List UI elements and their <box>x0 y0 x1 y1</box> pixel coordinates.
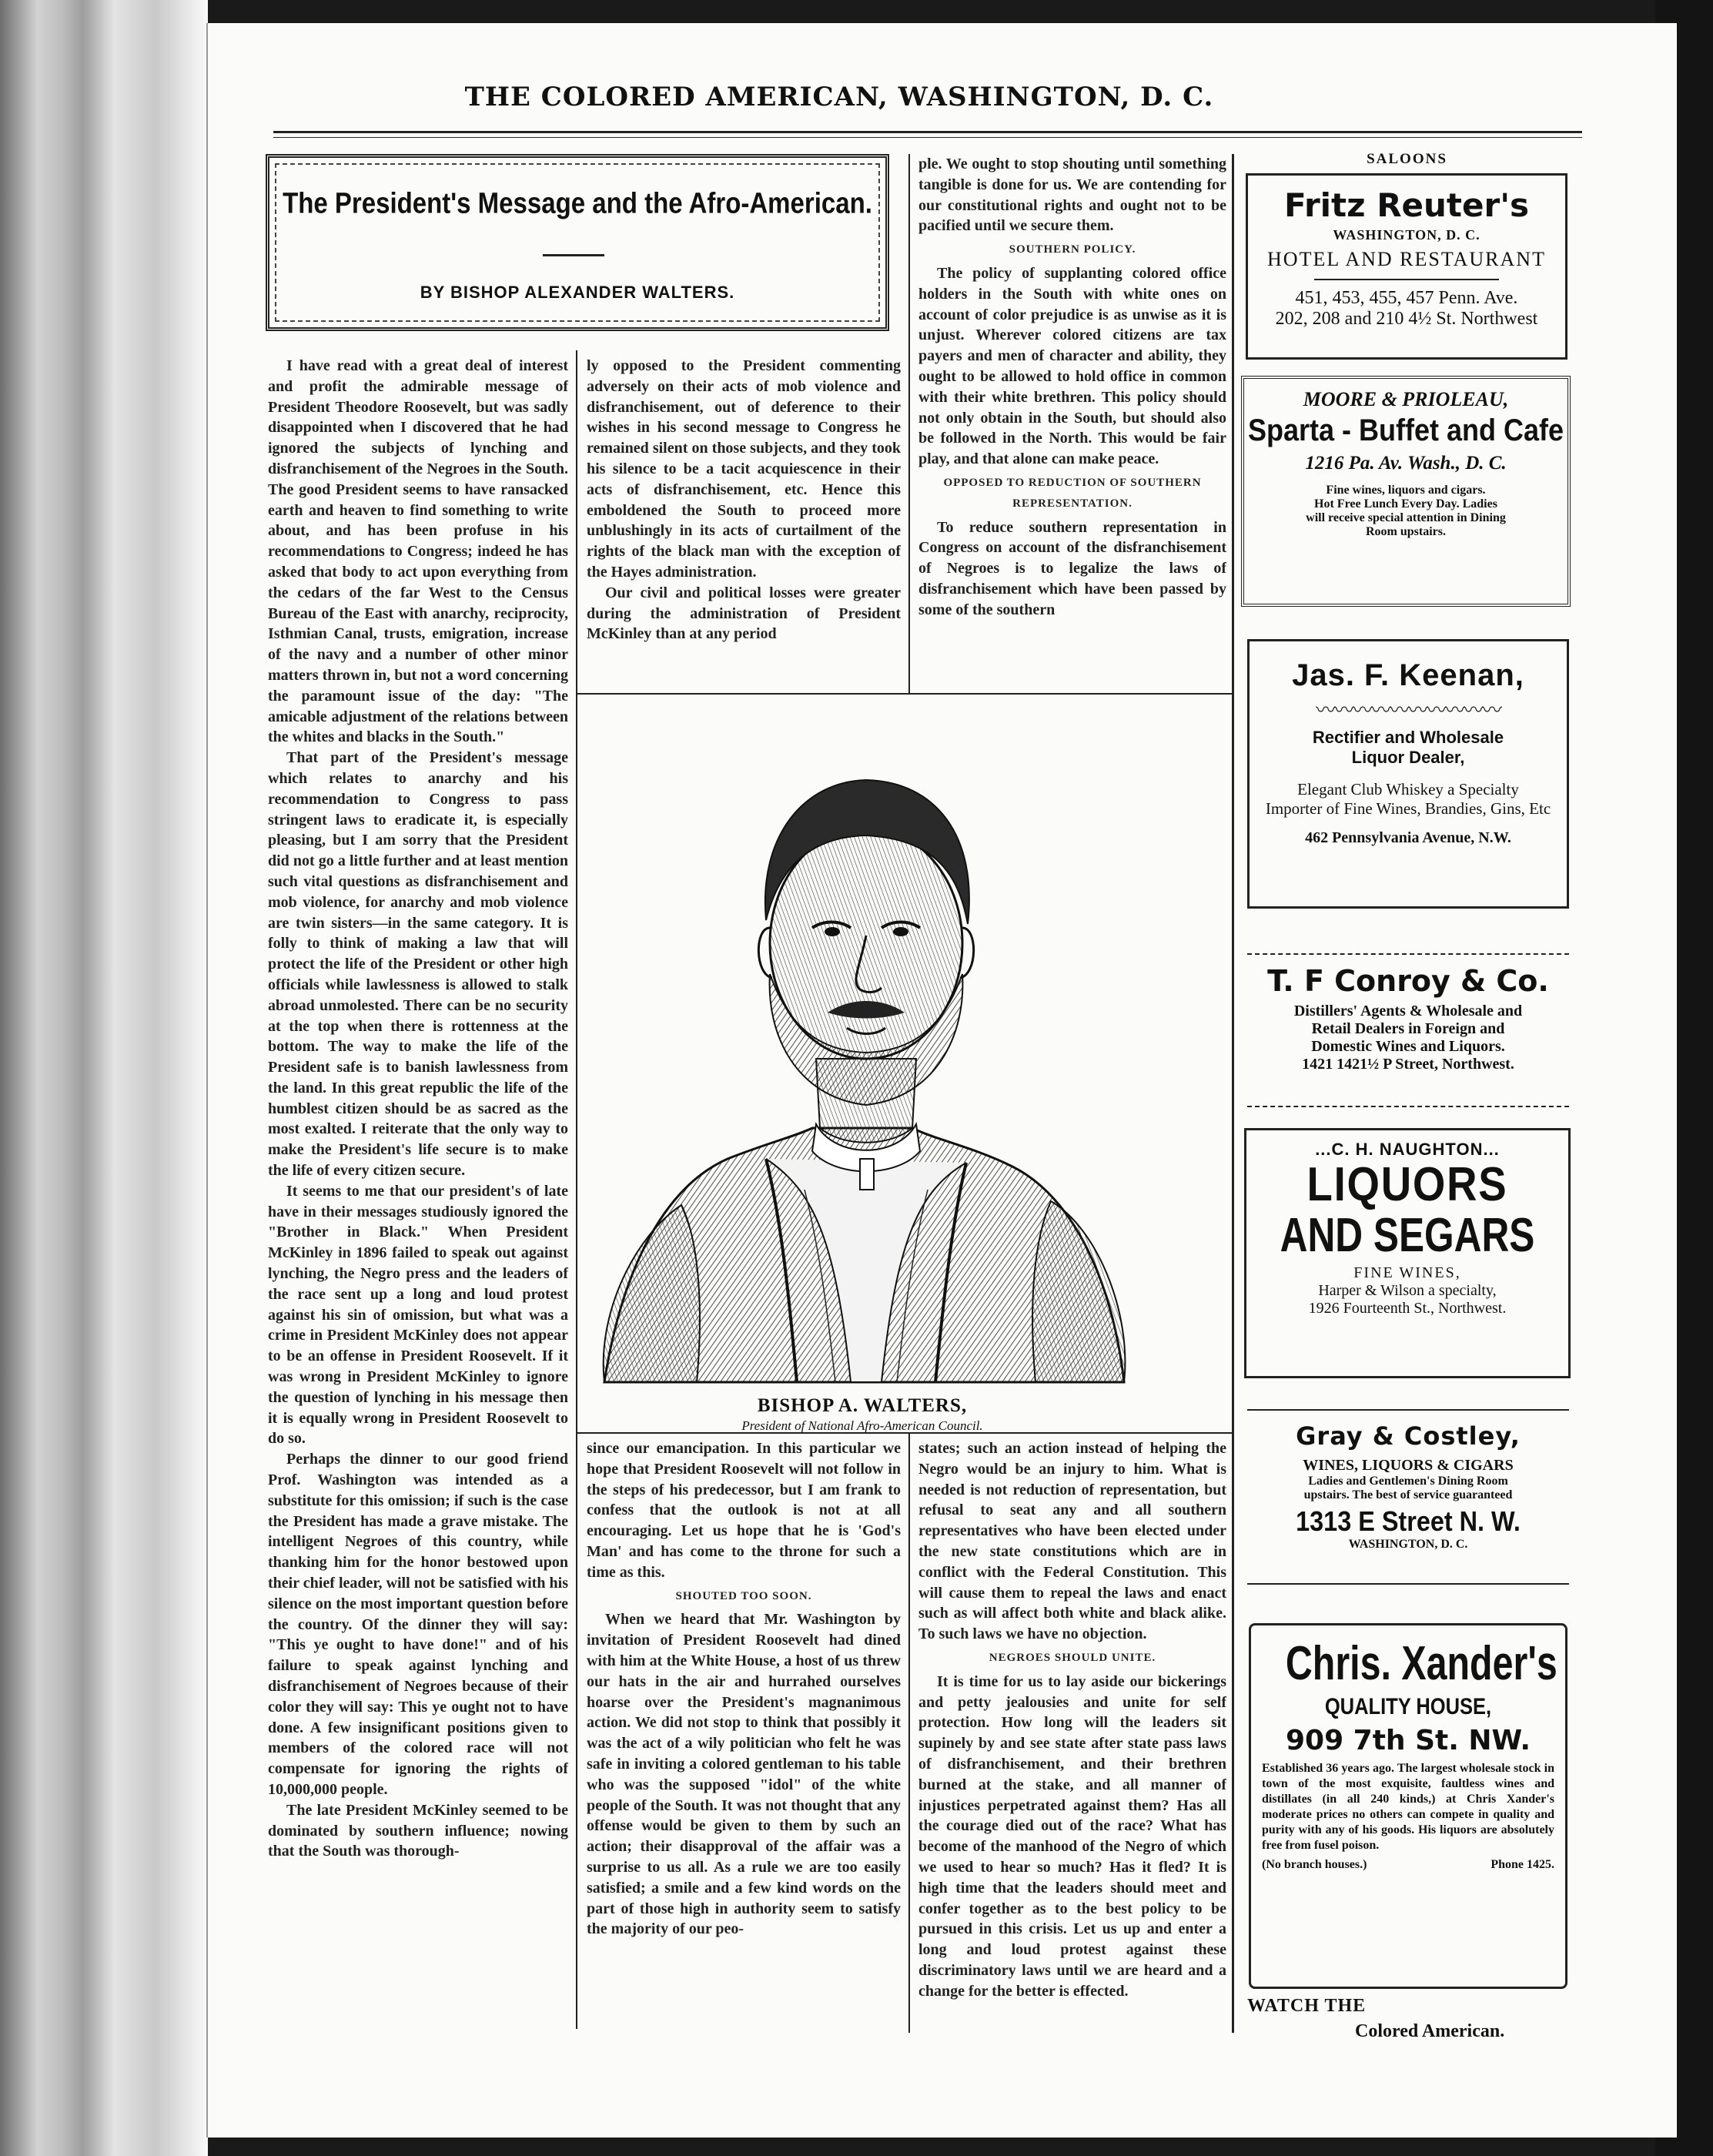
ad-name: Fritz Reuter's <box>1283 186 1530 224</box>
ad-address: 1216 Pa. Av. Wash., D. C. <box>1305 453 1507 474</box>
ad-name: T. F Conroy & Co. <box>1267 964 1549 998</box>
paragraph: The policy of supplanting colored office holders in the South with white ones on account of color prejudice is as unwise as it is unjust. Wherever colored citizens are tax payers and men of character and ability, they ought to be allowed to hold office in common with their white brethren. This policy should not only obtain in the South, but should also be followed in the North. This would be fair play, and that alone can make peace. <box>918 264 1226 468</box>
ad-name: Gray & Costley, <box>1296 1421 1521 1451</box>
ad-address: 202, 208 and 210 4½ St. Northwest <box>1275 309 1538 329</box>
ad-name: Chris. Xander's <box>1285 1637 1557 1690</box>
ad-fritz-reuter <box>1246 173 1567 360</box>
paragraph: It seems to me that our president's of late have in their messages studiously ignored the "Brother in Black." When President McKinley in 1896 failed to speak out against lynching, the Negro press and the leaders of the race sent up a long and loud protest against his sin of omission, but what was a crime in President McKinley does not appear to be an offense in President Roosevelt. If it was wrong in President McKinley to ignore the question of lynching in his message then it is equally wrong in President Roosevelt to do so. <box>268 1182 568 1448</box>
portrait-top-rule <box>577 693 1232 695</box>
ad-keenan <box>1247 639 1569 909</box>
ad-city: WASHINGTON, D. C. <box>1333 227 1480 243</box>
ad-address: 1926 Fourteenth St., Northwest. <box>1308 1300 1507 1317</box>
article-title-box <box>266 154 889 331</box>
subheading: SHOUTED TOO SOON. <box>675 1589 812 1602</box>
portrait-caption <box>574 1395 1151 1434</box>
ad-address: 1313 E Street N. W. <box>1296 1505 1521 1537</box>
ad-address: 451, 453, 455, 457 Penn. Ave. <box>1295 288 1518 308</box>
article-column-2-top <box>587 356 901 687</box>
paragraph: It is time for us to lay aside our bickerings and petty jealousies and unite for self protection. How long will the leaders sit supinely by and see state after state pass laws of disfranchisement, and their brethren burned at the stake, and all manner of injustices perpetrated against them? Has all the courage died out of the race? What has become of the manhood of the Negro of which we used to hear so much? Has it fled? It is high time that the leaders should meet and confer together as to the best policy to be pursued in this crisis. Let us up and enter a long and loud protest against these discriminatory laws until we are heard and a change for the better is effected. <box>918 1672 1226 2000</box>
col-divider-2-top <box>908 154 910 693</box>
top-rule-thin <box>273 137 1582 138</box>
ad-ornament: 〰〰〰〰〰〰〰〰〰〰 <box>1315 699 1501 721</box>
ad-text: Domestic Wines and Liquors. <box>1311 1038 1505 1055</box>
portrait-illustration <box>574 697 1151 1390</box>
ad-address: 1421 1421½ P Street, Northwest. <box>1302 1056 1514 1073</box>
ad-text: Hot Free Lunch Every Day. Ladies <box>1314 497 1497 511</box>
col-divider-ads <box>1232 154 1234 2033</box>
ad-headline: LIQUORS <box>1306 1158 1508 1211</box>
paragraph: To reduce southern representation in Congress on account of the disfranchisement of Negroes is to legalize the laws of disfranchisement which have been passed by some of the southern <box>918 518 1226 618</box>
ad-address: 909 7th St. NW. <box>1285 1725 1531 1756</box>
ad-name: Jas. F. Keenan, <box>1292 658 1524 692</box>
top-rule <box>273 131 1582 133</box>
ad-phone: Phone 1425. <box>1491 1858 1554 1871</box>
col-divider-2-bottom <box>908 1432 910 2033</box>
paragraph: states; such an action instead of helping the Negro would be an injury to him. What is needed is not reduction of representation, but refusal to seat any and all southern representatives who have been elected under the new state constitutions which are in conflict with the Federal Constitution. This will cause them to repeal the laws and enact such as will affect both white and black alike. To such laws we have no objection. <box>918 1440 1226 1643</box>
article-column-2-bottom <box>587 1438 901 2039</box>
ad-kind: HOTEL AND RESTAURANT <box>1267 248 1546 270</box>
ad-text: FINE WINES, <box>1353 1264 1461 1281</box>
article-byline: BY BISHOP ALEXANDER WALTERS. <box>420 283 735 302</box>
ad-note: (No branch houses.) <box>1262 1858 1367 1871</box>
paper-name-label: Colored American. <box>1355 2021 1505 2041</box>
paragraph: ly opposed to the President commenting adversely on their acts of mob violence and disfranchisement, out of deference to their wishes in his second message to Congress he remained silent on those subjects, and they took his silence to be a tacit acquiescence in their acts of disfranchisement, etc. Hence this emboldened the South to proceed more unblushingly in its acts of curtailment of the rights of the black man with the exception of the Hayes administration. <box>587 357 901 581</box>
subheading: NEGROES SHOULD UNITE. <box>989 1651 1156 1664</box>
article-column-3-bottom <box>918 1438 1226 2039</box>
ads-section-label: SALOONS <box>1367 151 1447 167</box>
ad-text: Established 36 years ago. The largest wholesale stock in town of the most exquisite, faultless wines and distillates (in all 240 kinds,) at Chris Xander's moderate prices no others can compete in quality and purity with any of his goods. His liquors are absolutely free from fusel poison. <box>1262 1762 1554 1852</box>
book-spine-edge <box>0 0 208 2156</box>
paragraph: The late President McKinley seemed to be dominated by southern influence; nowing that the South was thorough- <box>268 1801 568 1860</box>
subheading: OPPOSED TO REDUCTION OF SOUTHERN REPRESENTATION. <box>943 476 1202 510</box>
ad-rule <box>1314 279 1499 280</box>
ad-text: WINES, LIQUORS & CIGARS <box>1303 1457 1514 1474</box>
ad-text: Harper & Wilson a specialty, <box>1318 1282 1497 1299</box>
ad-moore-prioleau <box>1241 376 1571 607</box>
article-column-1 <box>268 356 568 2034</box>
portrait-caption-title: BISHOP A. WALTERS, <box>757 1395 968 1416</box>
paragraph: When we heard that Mr. Washington by invitation of President Roosevelt had dined with him at the White House, a host of us threw our hats in the air and hurrahed ourselves hoarse over the President's magnanimous action. We did not stop to think that possibly it was the act of a wily politician who felt he was safe in inviting a colored gentleman to his table who was the supposed "idol" of the white people of the South. It was not thought that any offense would be given to them by such an action; their disapproval of the affair was a surprise to us all. As a rule we are too easily satisfied; a smile and a few kind words on the part of those high in authority seem to satisfy the majority of our peo- <box>587 1611 901 1938</box>
paragraph: ple. We ought to stop shouting until something tangible is done for us. We are contending for our constitutional rights and ought not to be pacified until we secure them. <box>918 156 1226 235</box>
ad-footer <box>1251 1853 1565 1872</box>
ad-text: will receive special attention in Dining <box>1306 511 1506 524</box>
paragraph: I have read with a great deal of interest and profit the admirable message of President Theodore Roosevelt, but was sadly disappointed when I discovered that he had ignored the subjects of lynching and disfranchisement of the Negroes in the South. The good President seems to have ransacked earth and heaven to find something to write about, and has been profuse in his recommendations to Congress; indeed he has asked that body to act upon everything from the cedars of the far West to the Census Bureau of the East with anarchy, reciprocity, Isthmian Canal, trusts, emigration, increase of the navy and a number of other minor matters thrown in, but not a word concerning the paramount issue of the day: "The amicable adjustment of the relations between the whites and blacks in the South." <box>268 357 568 746</box>
running-head: THE COLORED AMERICAN, WASHINGTON, D. C. <box>464 82 1214 112</box>
ad-tagline: QUALITY HOUSE, <box>1324 1694 1492 1719</box>
ad-text: Fine wines, liquors and cigars. <box>1326 484 1486 497</box>
article-column-3-top <box>918 154 1226 685</box>
ad-text: Elegant Club Whiskey a Specialty <box>1297 780 1519 798</box>
paragraph: Our civil and political losses were greater during the administration of President McKinley than at any period <box>587 584 901 643</box>
watch-label: WATCH THE <box>1247 1996 1367 2016</box>
ad-text: upstairs. The best of service guaranteed <box>1303 1488 1513 1502</box>
ad-headline: AND SEGARS <box>1280 1209 1535 1262</box>
ad-text: Room upstairs. <box>1365 525 1446 538</box>
title-rule <box>543 254 604 256</box>
ad-naughton <box>1244 1128 1571 1378</box>
portrait-caption-subtitle: President of National Afro-American Council. <box>741 1418 983 1433</box>
ad-text: Liquor Dealer, <box>1351 748 1465 767</box>
ad-gray-costley <box>1247 1409 1569 1585</box>
subheading: SOUTHERN POLICY. <box>1009 243 1136 256</box>
ad-city: WASHINGTON, D. C. <box>1348 1538 1468 1551</box>
ad-text: Ladies and Gentlemen's Dining Room <box>1308 1475 1508 1488</box>
ad-text: Retail Dealers in Foreign and <box>1311 1020 1505 1037</box>
ad-text: Importer of Fine Wines, Brandies, Gins, Etc <box>1265 799 1551 818</box>
ad-address: 462 Pennsylvania Avenue, N.W. <box>1305 829 1511 846</box>
ad-name: MOORE & PRIOLEAU, <box>1303 388 1509 410</box>
ad-conroy <box>1247 953 1569 1107</box>
ad-chris-xander <box>1249 1623 1567 1989</box>
paragraph: Perhaps the dinner to our good friend Prof. Washington was intended as a substitute for this omission; if such is the case the President has made a grave mistake. The intelligent Negroes of this country, while thanking him for the honor bestowed upon their chief leader, will not be satisfied with his silence on the most important question before the country. Of the dinner they will say: "This ye ought to have done!" and of his failure to speak against lynching and disfranchisement of Negroes because of their color they will say: This ye ought not to have done. A few insignificant positions given to members of the colored race will not compensate for ignoring the rights of 10,000,000 people. <box>268 1451 568 1798</box>
paragraph: since our emancipation. In this particular we hope that President Roosevelt will not follow in the steps of his predecessor, but I am frank to confess that the outlook is not at all encouraging. Let us hope that he is 'God's Man' and has come to the throne for such a time as this. <box>587 1440 901 1581</box>
article-title: The President's Message and the Afro-American. <box>283 186 872 219</box>
ad-name: ...C. H. NAUGHTON... <box>1315 1140 1500 1159</box>
ad-text: Distillers' Agents & Wholesale and <box>1293 1003 1523 1019</box>
ad-text: Rectifier and Wholesale <box>1312 728 1504 747</box>
portrait-engraving <box>574 697 1151 1390</box>
paragraph: That part of the President's message which relates to anarchy and his recommendation to Congress to pass stringent laws to eradicate it, is especially pleasing, but I am sorry that the President did not go a little further and at least mention such vital questions as disfranchisement and mob violence, for anarchy and mob violence are twin sisters—in the same category. It is folly to think of making a law that will protect the life of the President or other high officials while lawlessness is allowed to stalk abroad unmolested. There can be no security at the top when there is rottenness at the bottom. The way to make the life of the President safe is to banish lawlessness from the land. In this great republic the life of the humblest citizen should be as sacred as the most exalted. I reiterate that the only way to make the President's life secure is to make the life of every citizen secure. <box>268 749 568 1180</box>
ad-venue: Sparta - Buffet and Cafe <box>1247 412 1564 447</box>
